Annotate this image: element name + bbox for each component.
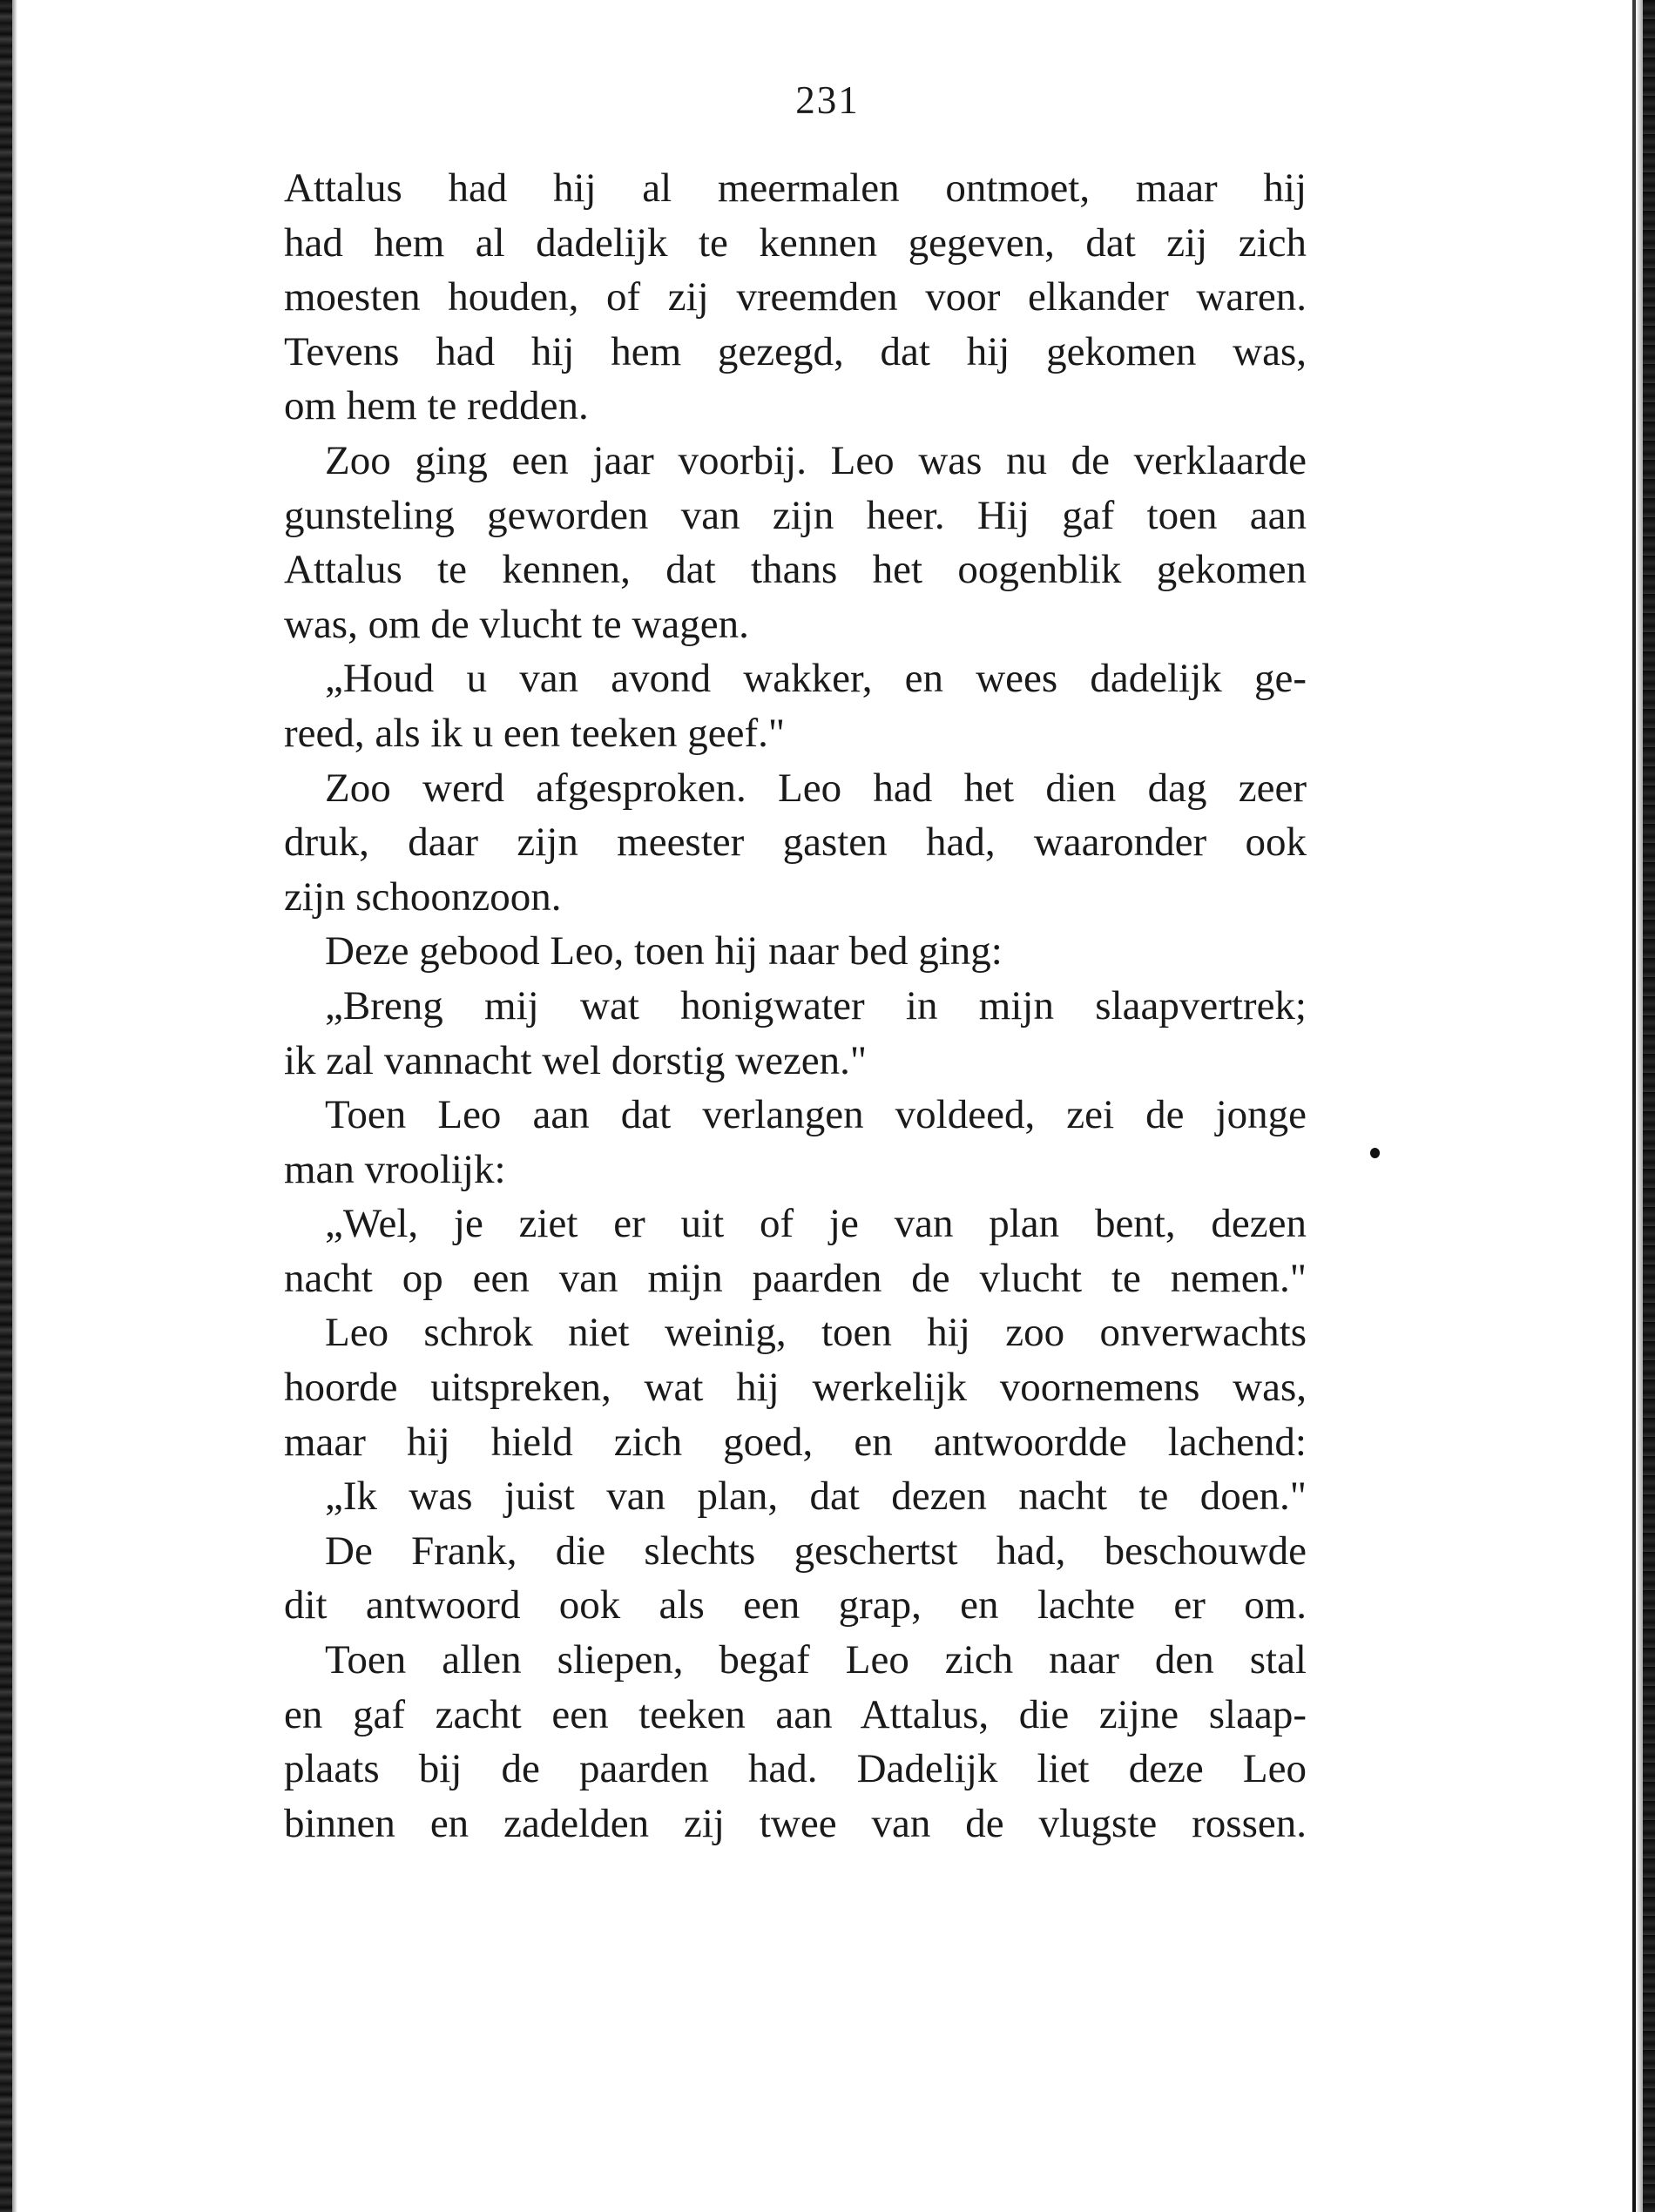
text-line: „Houd u van avond wakker, en wees dadelijk ge- [325, 656, 1307, 702]
text-line: druk, daar zijn meester gasten had, waaronder ook [284, 819, 1307, 866]
text-line: man vroolijk: [284, 1146, 506, 1192]
text-line: hoorde uitspreken, wat hij werkelijk voornemens was, [284, 1365, 1307, 1411]
scan-edge-left [0, 0, 12, 2212]
text-line: Deze gebood Leo, toen hij naar bed ging: [325, 928, 1003, 974]
text-line: „Wel, je ziet er uit of je van plan bent, dezen [325, 1201, 1307, 1247]
text-line: om hem te redden. [284, 383, 589, 429]
text-line: reed, als ik u een teeken geef." [284, 710, 786, 756]
text-line: plaats bij de paarden had. Dadelijk liet deze Leo [284, 1746, 1307, 1792]
scan-edge-right [1643, 0, 1655, 2212]
ink-speck [1370, 1148, 1380, 1158]
body-text [284, 161, 1307, 1851]
text-line: De Frank, die slechts geschertst had, beschouwde [325, 1527, 1307, 1574]
text-line: Leo schrok niet weinig, toen hij zoo onverwachts [325, 1310, 1307, 1356]
text-line: Tevens had hij hem gezegd, dat hij gekomen was, [284, 328, 1307, 374]
text-line: had hem al dadelijk te kennen gegeven, dat zij zich [284, 219, 1307, 266]
text-line: gunsteling geworden van zijn heer. Hij gaf toen aan [284, 492, 1307, 538]
text-line: binnen en zadelden zij twee van de vlugste rossen. [284, 1800, 1307, 1846]
text-line: ik zal vannacht wel dorstig wezen." [284, 1037, 868, 1083]
text-line: Zoo werd afgesproken. Leo had het dien dag zeer [325, 765, 1307, 811]
scan-edge-left-shadow [12, 0, 17, 2212]
text-line: dit antwoord ook als een grap, en lachte er om. [284, 1582, 1307, 1629]
scan-edge-right-shadow [1636, 0, 1643, 2212]
text-line: Attalus te kennen, dat thans het oogenblik gekomen [284, 547, 1307, 593]
page-number: 231 [795, 78, 860, 122]
text-line: en gaf zacht een teeken aan Attalus, die zijne slaap- [284, 1691, 1307, 1737]
text-line: Toen Leo aan dat verlangen voldeed, zei de jonge [325, 1092, 1307, 1138]
text-line: moesten houden, of zij vreemden voor elkander waren. [284, 274, 1307, 320]
text-line: was, om de vlucht te wagen. [284, 601, 749, 647]
text-line: maar hij hield zich goed, en antwoordde lachend: [284, 1419, 1307, 1465]
text-line: „Breng mij wat honigwater in mijn slaapvertrek; [325, 982, 1307, 1028]
text-line: nacht op een van mijn paarden de vlucht te nemen." [284, 1255, 1307, 1301]
text-line: „Ik was juist van plan, dat dezen nacht te doen." [325, 1474, 1307, 1520]
text-line: Zoo ging een jaar voorbij. Leo was nu de verklaarde [325, 437, 1307, 483]
text-line: zijn schoonzoon. [284, 873, 562, 920]
text-line: Attalus had hij al meermalen ontmoet, maar hij [284, 165, 1307, 211]
text-line: Toen allen sliepen, begaf Leo zich naar den stal [325, 1637, 1307, 1683]
